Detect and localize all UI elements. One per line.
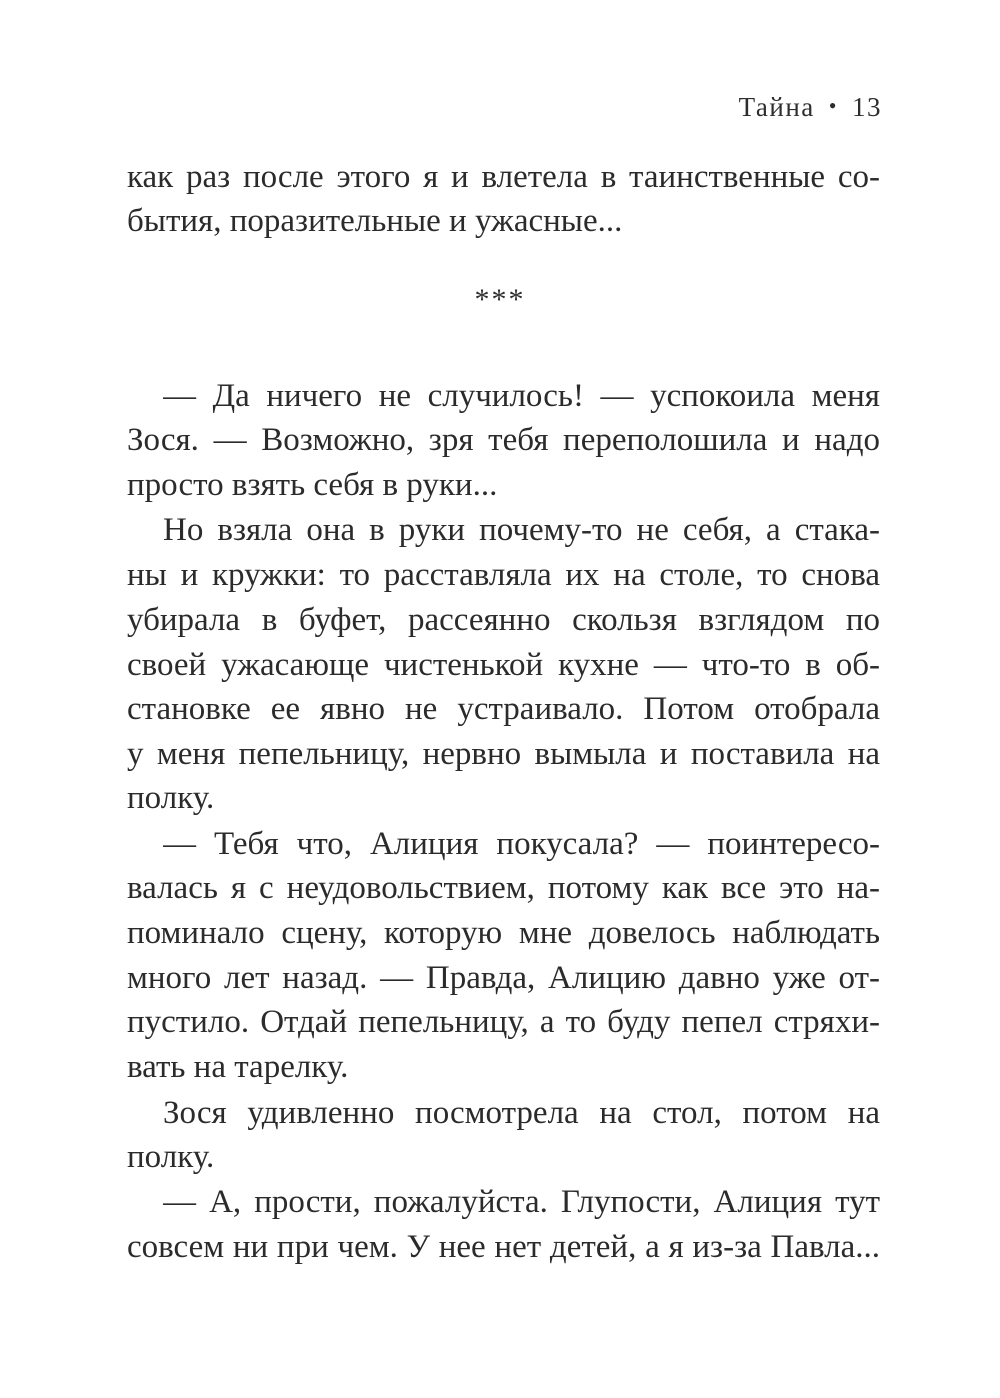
text-line: Но взяла она в руки почему-то не себя, а стака- bbox=[163, 512, 880, 548]
text-line: — Тебя что, Алиция покусала? — поинтересо- bbox=[163, 826, 880, 862]
text-line: своей ужасающе чистенькой кухне — что-то в об- bbox=[127, 647, 880, 683]
text-line: бытия, поразительные и ужасные... bbox=[127, 203, 623, 239]
text-line: просто взять себя в руки... bbox=[127, 467, 498, 503]
text-line: у меня пепельницу, нервно вымыла и поставила на bbox=[127, 736, 880, 772]
running-head-title: Тайна bbox=[738, 92, 815, 122]
text-line: совсем ни при чем. У нее нет детей, а я из-за Павла... bbox=[127, 1229, 880, 1265]
text-line: полку. bbox=[127, 780, 215, 816]
text-line: убирала в буфет, рассеянно скользя взглядом по bbox=[127, 602, 880, 638]
text-line: — А, прости, пожалуйста. Глупости, Алиция тут bbox=[163, 1184, 880, 1220]
text-line: как раз после этого я и влетела в таинственные со- bbox=[127, 159, 880, 195]
text-line: валась я с неудовольствием, потому как все это на- bbox=[127, 870, 880, 906]
text-line: становке ее явно не устраивало. Потом отобрала bbox=[127, 691, 880, 727]
running-head bbox=[739, 92, 882, 123]
text-line: поминало сцену, которую мне довелось наблюдать bbox=[127, 915, 880, 951]
text-line: много лет назад. — Правда, Алицию давно уже от- bbox=[127, 960, 880, 996]
running-head-separator: • bbox=[828, 93, 838, 118]
text-line: Зося удивленно посмотрела на стол, потом на bbox=[163, 1095, 880, 1131]
text-line: вать на тарелку. bbox=[127, 1049, 349, 1085]
text-line: ны и кружки: то расставляла их на столе, то снова bbox=[127, 557, 880, 593]
text-line: пустило. Отдай пепельницу, а то буду пепел стряхи- bbox=[127, 1004, 880, 1040]
text-line: Зося. — Возможно, зря тебя переполошила и надо bbox=[127, 422, 880, 458]
text-line: — Да ничего не случилось! — успокоила меня bbox=[163, 378, 880, 414]
text-line: полку. bbox=[127, 1139, 215, 1175]
page-number: 13 bbox=[852, 92, 882, 122]
scene-break: *** bbox=[474, 283, 526, 316]
